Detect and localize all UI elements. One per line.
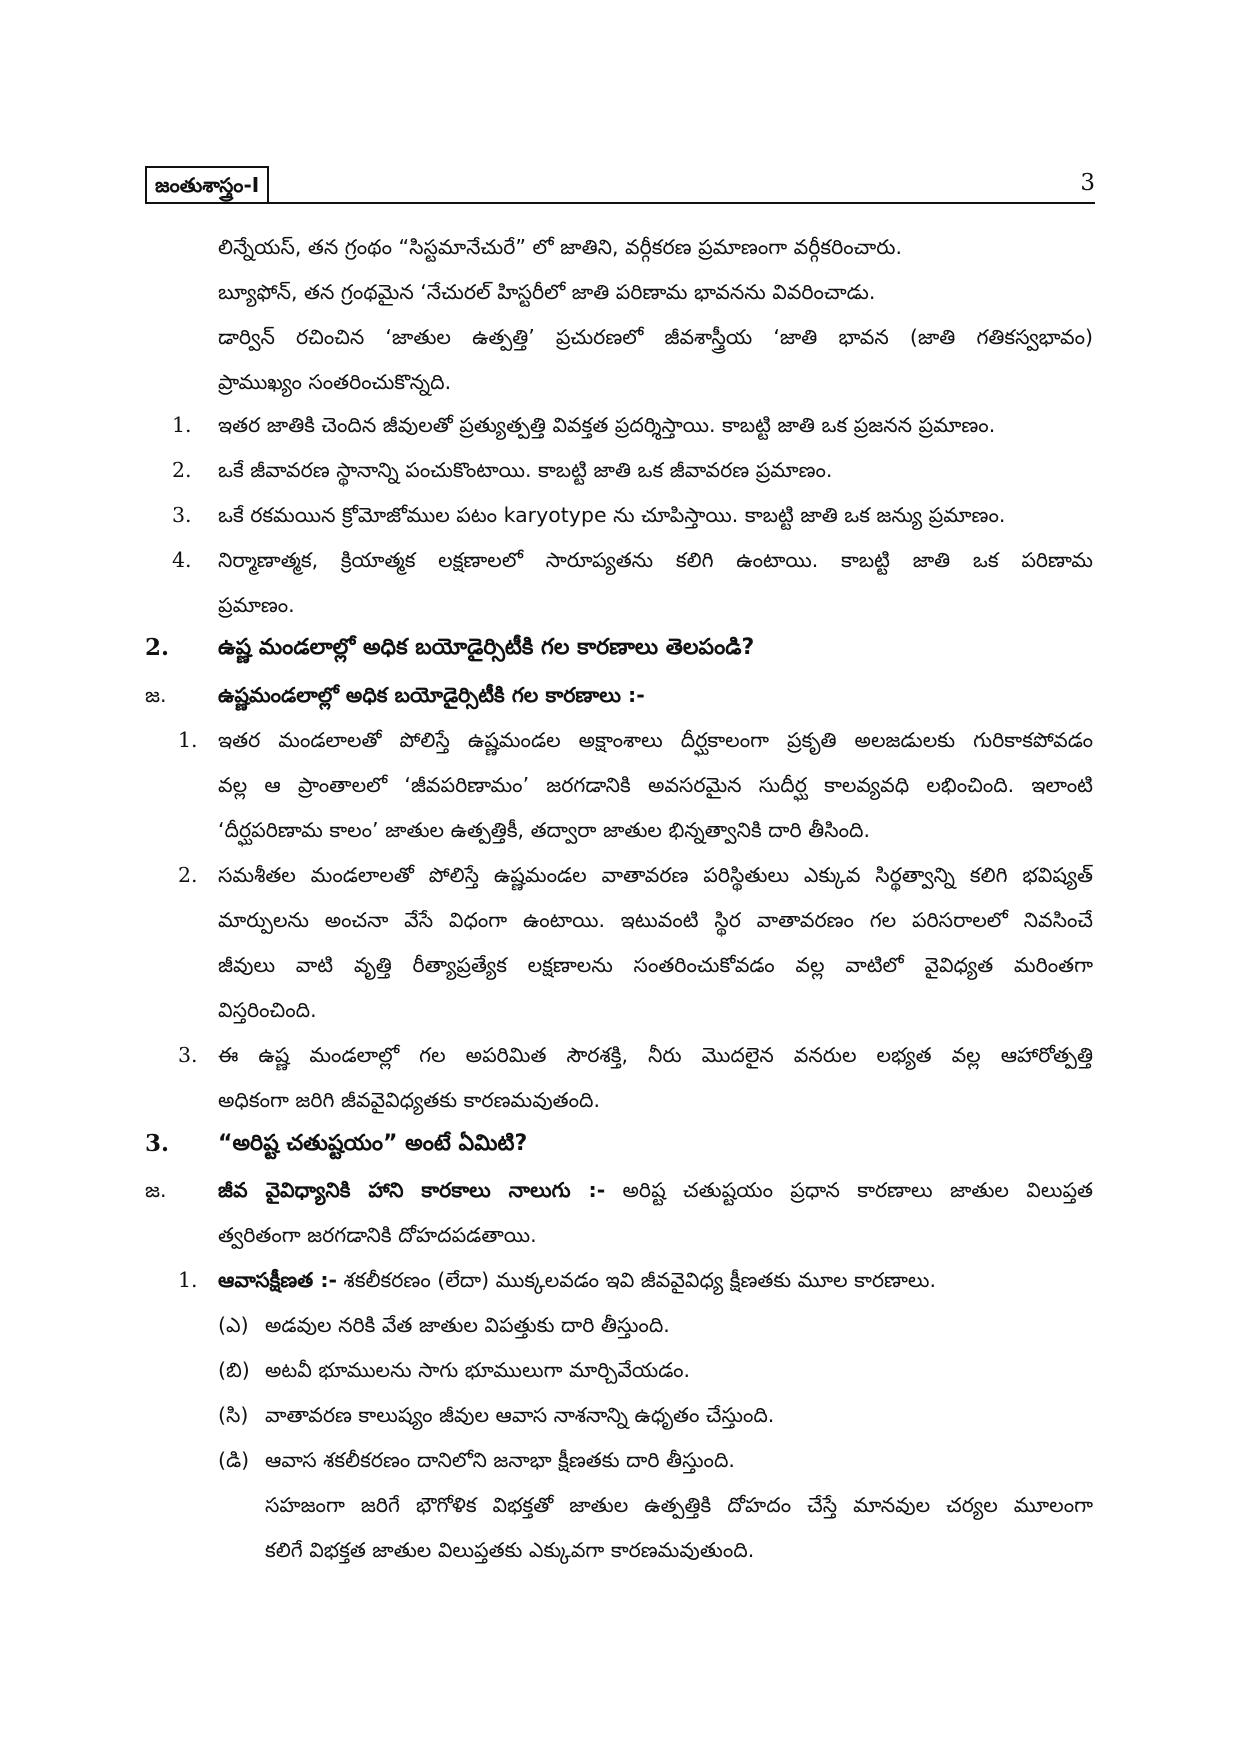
closing-line: కలిగే విభక్తత జాతుల విలుప్తతకు ఎక్కువగా కారణమవుతుంది. (265, 1538, 755, 1562)
list-item: ఒకే జీవావరణ స్థానాన్ని పంచుకొంటాయి. కాబట్టి జాతి ఒక జీవావరణ ప్రమాణం. (218, 458, 833, 482)
sub-label: (ఎ) (218, 1313, 249, 1337)
point-number: 1. (178, 1268, 198, 1292)
answer-rest: అరిష్ట చతుష్టయం ప్రధాన కారణాలు జాతుల విలుప్తత (605, 1178, 1093, 1202)
intro-line-2: బ్యూఫోన్, తన గ్రంథమైన ‘నేచురల్ హిస్టరీలో జాతి పరిణామ భావనను వివరించాడు. (218, 280, 876, 304)
intro-line-3: డార్విన్ రచించిన ‘జాతుల ఉత్పత్తి’ ప్రచురణలో జీవశాస్త్రీయ ‘జాతి భావన (జాతి గతికస్వభావం) (218, 325, 1093, 349)
list-number: 2. (172, 458, 192, 482)
page-number: 3 (1080, 170, 1095, 196)
header-rule (145, 202, 1095, 204)
list-item: ఒకే రకమయిన క్రోమోజోముల పటం karyotype ను చూపిస్తాయి. కాబట్టి జాతి ఒక జన్యు ప్రమాణం. (218, 503, 1006, 527)
sub-label: (డి) (218, 1448, 250, 1472)
point-line: సమశీతల మండలాలతో పోలిస్తే ఉష్ణమండల వాతావరణ పరిస్థితులు ఎక్కువ సిర్థత్వాన్ని కలిగి భవిష్యత్ (218, 863, 1093, 887)
point-line: ఈ ఉష్ణ మండలాల్లో గల అపరిమిత సౌరశక్తి, నీరు మొదలైన వనరుల లభ్యత వల్ల ఆహారోత్పత్తి (218, 1043, 1093, 1067)
point-number: 2. (178, 863, 198, 887)
point-line: వల్ల ఆ ప్రాంతాలలో ‘జీవపరిణామం’ జరగడానికి అవసరమైన సుదీర్ఘ కాలవ్యవధి లభించింది. ఇలాంటి (218, 773, 1093, 797)
page-header (145, 166, 1095, 206)
question-3-text: “అరిష్ట చతుష్టయం” అంటే ఏమిటి? (218, 1131, 528, 1156)
answer-line-2: త్వరితంగా జరగడానికి దోహదపడతాయి. (218, 1223, 537, 1247)
sub-text: వాతావరణ కాలుష్యం జీవుల ఆవాస నాశనాన్ని ఉధృతం చేస్తుంది. (265, 1403, 775, 1427)
point-bold: ఆవాసక్షీణత :- (218, 1268, 338, 1292)
list-item: ఇతర జాతికి చెందిన జీవులతో ప్రత్యుత్పత్తి వివక్తత ప్రదర్శిస్తాయి. కాబట్టి జాతి ఒక ప్రజనన ప్రమాణం. (218, 413, 996, 437)
point-line: మార్పులను అంచనా వేసే విధంగా ఉంటాయి. ఇటువంటి స్థిర వాతావరణం గల పరిసరాలలో నివసించే (218, 908, 1093, 932)
answer-label: జ. (145, 1178, 167, 1202)
sub-text: అటవీ భూములను సాగు భూములుగా మార్చివేయడం. (265, 1358, 691, 1382)
point-number: 3. (178, 1043, 198, 1067)
answer-bold: జీవ వైవిధ్యానికి హాని కారకాలు నాలుగు :- (218, 1178, 606, 1202)
sub-text: అడవుల నరికి వేత జాతుల విపత్తుకు దారి తీస్తుంది. (265, 1313, 670, 1337)
point-line: ‘దీర్ఘపరిణామ కాలం’ జాతుల ఉత్పత్తికీ, తద్వారా జాతుల భిన్నత్వానికి దారి తీసింది. (218, 818, 870, 842)
point-rest: శకలీకరణం (లేదా) ముక్కలవడం ఇవి జీవవైవిధ్య క్షీణతకు మూల కారణాలు. (337, 1268, 937, 1292)
list-item: నిర్మాణాత్మక, క్రియాత్మక లక్షణాలలో సారూప్యతను కలిగి ఉంటాయి. కాబట్టి జాతి ఒక పరిణామ (218, 548, 1093, 572)
intro-line-1: లిన్నేయస్, తన గ్రంథం “సిస్టమానేచురే” లో జాతిని, వర్గీకరణ ప్రమాణంగా వర్గీకరించారు. (218, 235, 903, 259)
point-line: విస్తరించింది. (218, 998, 317, 1022)
list-number: 1. (172, 413, 192, 437)
point-line: అధికంగా జరిగి జీవవైవిధ్యతకు కారణమవుతంది. (218, 1088, 601, 1112)
point-line (218, 1265, 936, 1295)
list-item-cont: ప్రమాణం. (218, 593, 295, 617)
answer-line (218, 1175, 1093, 1205)
list-number: 3. (172, 503, 192, 527)
sub-text: ఆవాస శకలీకరణం దానిలోని జనాభా క్షీణతకు దారి తీస్తుంది. (265, 1448, 735, 1472)
intro-line-4: ప్రాముఖ్యం సంతరించుకొన్నది. (218, 370, 452, 394)
answer-heading: ఉష్ణమండలాల్లో అధిక బయోడైర్సిటీకి గల కారణాలు :- (218, 683, 645, 707)
point-line: ఇతర మండలాలతో పోలిస్తే ఉష్ణమండల అక్షాంశాలు దీర్ఘకాలంగా ప్రకృతి అలజడులకు గురికాకపోవడం (218, 728, 1093, 752)
point-number: 1. (178, 728, 198, 752)
closing-line: సహజంగా జరిగే భౌగోళిక విభక్తతో జాతుల ఉత్పత్తికి దోహదం చేస్తే మానవుల చర్యల మూలంగా (265, 1493, 1093, 1517)
sub-label: (బి) (218, 1358, 250, 1382)
list-number: 4. (172, 548, 192, 572)
subject-title: జంతుశాస్త్రం-I (145, 166, 269, 202)
question-number: 2. (145, 634, 170, 661)
sub-label: (సి) (218, 1403, 249, 1427)
answer-label: జ. (145, 683, 167, 707)
question-number: 3. (145, 1130, 170, 1157)
point-line: జీవులు వాటి వృత్తి రీత్యాప్రత్యేక లక్షణాలను సంతరించుకోవడం వల్ల వాటిలో వైవిధ్యత మరింతగా (218, 953, 1093, 977)
question-2-text: ఉష్ణ మండలాల్లో అధిక బయోడైర్సిటీకి గల కారణాలు తెలపండి? (218, 635, 755, 660)
